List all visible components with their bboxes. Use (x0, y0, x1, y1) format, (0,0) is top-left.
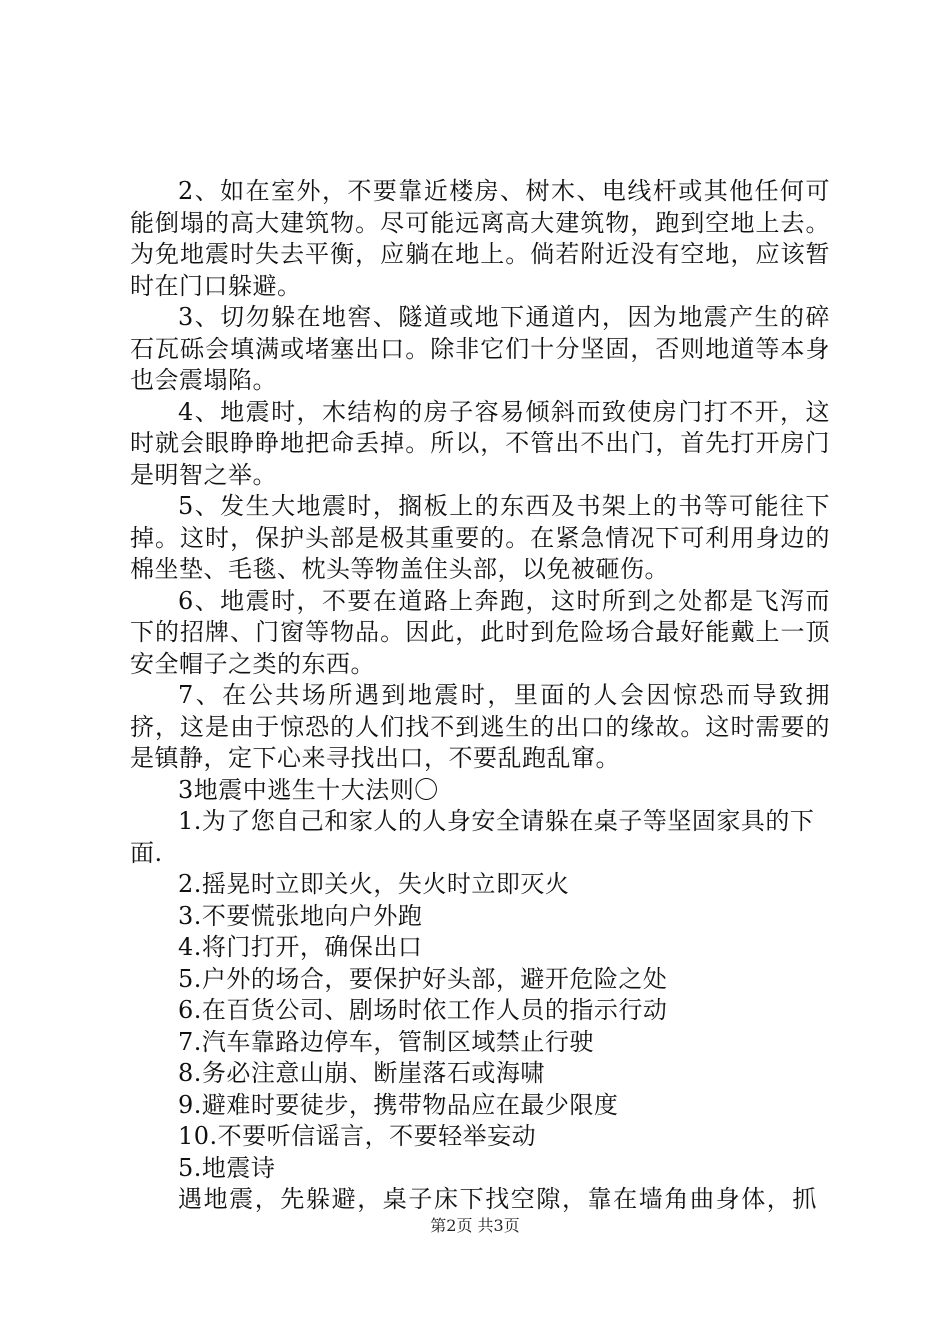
paragraph-no-running: 6、地震时，不要在道路上奔跑，这时所到之处都是飞泻而下的招牌、门窗等物品。因此，此时到危险场合最好能戴上一顶安全帽子之类的东西。 (130, 586, 830, 678)
rule-item: 7.汽车靠路边停车，管制区域禁止行驶 (178, 1027, 594, 1056)
rule-item: 4.将门打开，确保出口 (178, 933, 423, 961)
paragraph-protect-head: 5、发生大地震时，搁板上的东西及书架上的书等可能往下掉。这时，保护头部是极其重要的。在紧急情况下可利用身边的棉坐垫、毛毯、枕头等物盖住头部，以免被砸伤。 (130, 492, 830, 583)
section-heading-escape-rules: 3地震中逃生十大法则〇 (178, 775, 439, 804)
rule-item: 1.为了您自己和家人的人身安全请躲在桌子等坚固家具的下面. (130, 807, 815, 867)
paragraph-public-places: 7、在公共场所遇到地震时，里面的人会因惊恐而导致拥挤，这是由于惊恐的人们找不到逃生的出口的缘故。这时需要的是镇静，定下心来寻找出口，不要乱跑乱窜。 (130, 681, 830, 772)
section-heading-poem: 5.地震诗 (178, 1153, 276, 1182)
rule-item: 2.摇晃时立即关火，失火时立即灭火 (178, 870, 570, 898)
rule-item: 5.户外的场合，要保护好头部，避开危险之处 (178, 964, 668, 993)
rule-item: 8.务必注意山崩、断崖落石或海啸 (178, 1059, 545, 1087)
paragraph-outdoor-safety: 2、如在室外，不要靠近楼房、树木、电线杆或其他任何可能倒塌的高大建筑物。尽可能远离高大建筑物，跑到空地上去。为免地震时失去平衡，应躺在地上。倘若附近没有空地，应该暂时在门口躲避。 (130, 177, 830, 300)
rule-item: 6.在百货公司、剧场时依工作人员的指示行动 (178, 996, 668, 1024)
page-footer: 第2页 共3页 (430, 1216, 520, 1235)
rule-item: 10.不要听信谣言，不要轻举妄动 (178, 1122, 537, 1150)
poem-line: 遇地震，先躲避，桌子床下找空隙，靠在墙角曲身体，抓 (178, 1185, 818, 1213)
rule-item: 9.避难时要徒步，携带物品应在最少限度 (178, 1090, 619, 1119)
rule-item: 3.不要慌张地向户外跑 (178, 901, 423, 930)
document-body (130, 176, 830, 1216)
paragraph-avoid-cellars: 3、切勿躲在地窖、隧道或地下通道内，因为地震产生的碎石瓦砾会填满或堵塞出口。除非它们十分坚固，否则地道等本身也会震塌陷。 (130, 303, 830, 394)
paragraph-open-doors: 4、地震时，木结构的房子容易倾斜而致使房门打不开，这时就会眼睁睁地把命丢掉。所以，不管出不出门，首先打开房门是明智之举。 (130, 397, 830, 489)
